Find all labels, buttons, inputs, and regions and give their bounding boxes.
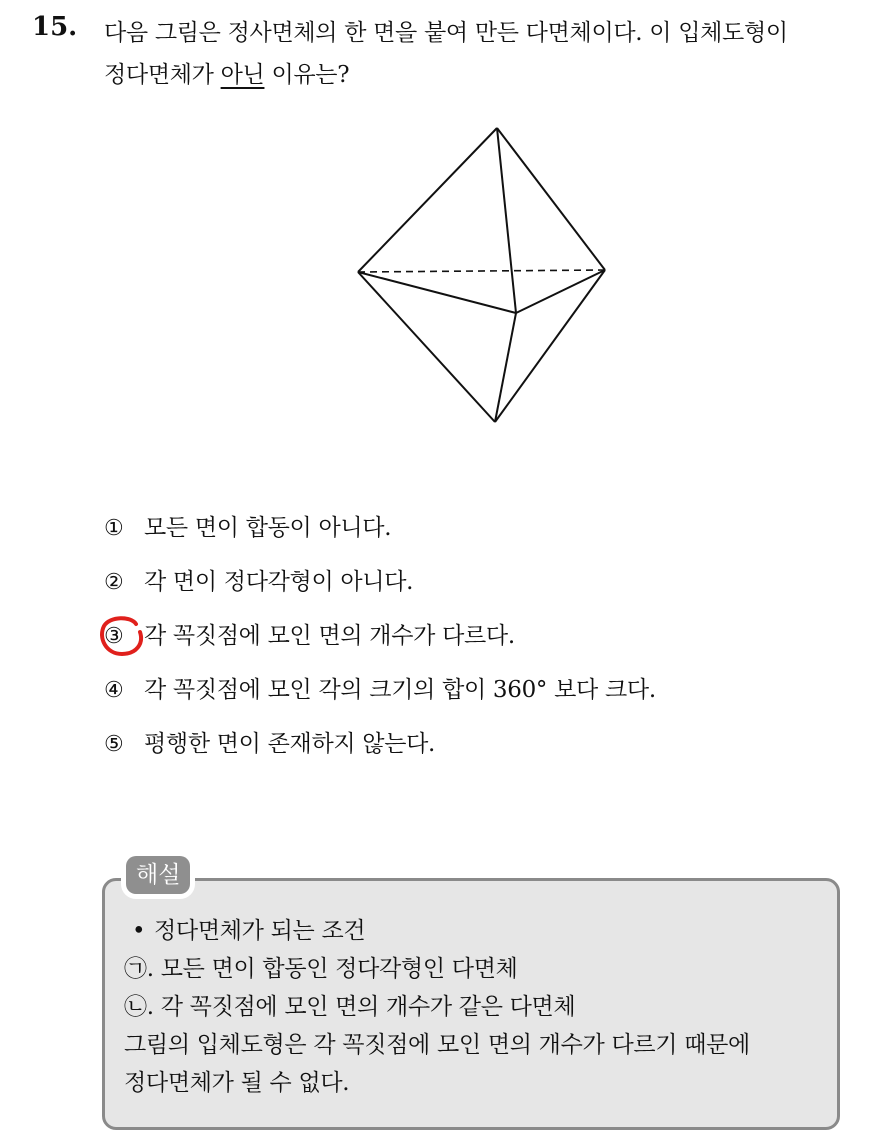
- choice-list: [104, 508, 656, 778]
- choice-2-text: 각 면이 정다각형이 아니다.: [144, 569, 414, 595]
- choice-2-number: ②: [104, 570, 124, 595]
- question-line-2-start: 정다면체가: [104, 62, 221, 88]
- choice-4[interactable]: [104, 670, 656, 724]
- choice-4-number: ④: [104, 678, 124, 703]
- edge-top-right: [497, 128, 605, 270]
- choice-1-text: 모든 면이 합동이 아니다.: [144, 515, 392, 541]
- edge-left-bottom: [358, 272, 495, 422]
- choice-5[interactable]: [104, 724, 656, 778]
- bullet-icon: •: [132, 918, 146, 944]
- choice-5-text: 평행한 면이 존재하지 않는다.: [144, 731, 436, 757]
- underlined-word: 아닌: [220, 62, 265, 88]
- solution-line-4: 그림의 입체도형은 각 꼭짓점에 모인 면의 개수가 다르기 때문에: [124, 1032, 750, 1058]
- edge-right-bottom: [495, 270, 605, 422]
- choice-5-number: ⑤: [104, 732, 124, 757]
- solution-line-5: 정다면체가 될 수 없다.: [124, 1070, 350, 1096]
- answer-circle-mark: [98, 614, 146, 658]
- edge-right-front: [516, 270, 605, 313]
- choice-3[interactable]: [104, 616, 656, 670]
- choice-2[interactable]: [104, 562, 656, 616]
- edge-front-bottom: [495, 313, 516, 422]
- question-line-1: 다음 그림은 정사면체의 한 면을 붙여 만든 다면체이다. 이 입체도형이: [104, 20, 788, 46]
- hidden-edge-dashed: [358, 270, 605, 272]
- question-text: [104, 12, 874, 96]
- choice-4-text: 각 꼭짓점에 모인 각의 크기의 합이 360° 보다 크다.: [144, 677, 656, 703]
- edge-top-front: [497, 128, 516, 313]
- solution-line-2: ㉠. 모든 면이 합동인 정다각형인 다면체: [124, 956, 518, 982]
- choice-1-number: ①: [104, 516, 124, 541]
- solution-condition-heading: 정다면체가 되는 조건: [154, 918, 366, 944]
- edge-left-front: [358, 272, 516, 313]
- edge-top-left: [358, 128, 497, 272]
- solution-tag: 해설: [126, 856, 190, 894]
- question-line-2-end: 이유는?: [264, 62, 350, 88]
- choice-3-text: 각 꼭짓점에 모인 면의 개수가 다르다.: [144, 623, 515, 649]
- solution-line-3: ㉡. 각 꼭짓점에 모인 면의 개수가 같은 다면체: [124, 994, 576, 1020]
- choice-3-number: ③: [104, 624, 124, 649]
- solution-line-1: [124, 912, 750, 950]
- question-number: 15.: [32, 12, 78, 42]
- choice-1[interactable]: [104, 508, 656, 562]
- polyhedron-figure: [340, 120, 620, 430]
- solution-text: [124, 912, 750, 1102]
- question-line-2: [104, 54, 874, 96]
